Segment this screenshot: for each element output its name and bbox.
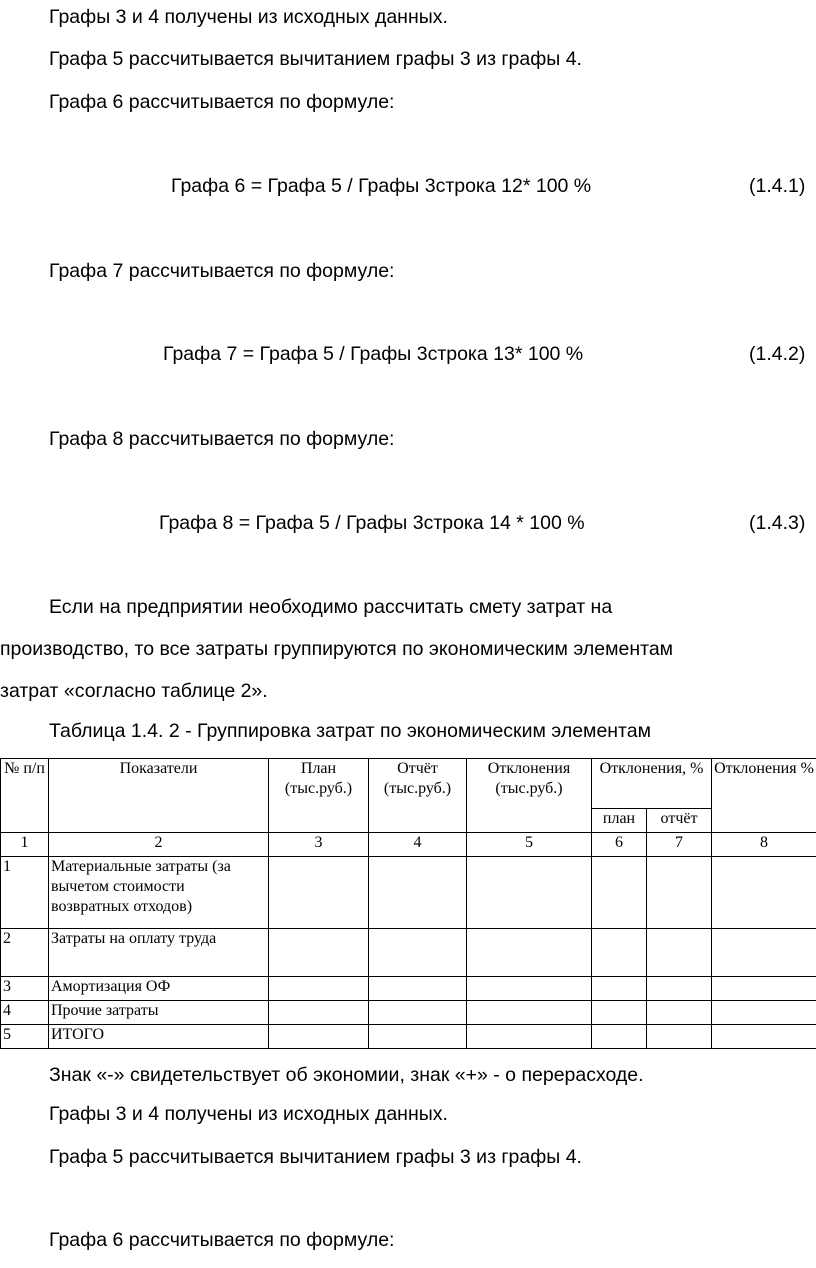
column-number: 3 [269, 833, 369, 857]
row-indicator: Материальные затраты (за вычетом стоимости возвратных отходов) [49, 857, 269, 929]
formula-8-intro: Графа 8 рассчитывается по формуле: [49, 428, 395, 450]
after-line-4: Графа 6 рассчитывается по формуле: [49, 1229, 395, 1251]
row-indicator: ИТОГО [49, 1025, 269, 1049]
paragraph-line-2: производство, то все затраты группируются по экономическим элементам [0, 638, 674, 660]
row-indicator: Амортизация ОФ [49, 977, 269, 1001]
table-row [1, 929, 816, 977]
header-deviation: Отклонения (тыс.руб.) [467, 759, 592, 833]
header-no: № п/п [1, 759, 49, 833]
table-row [1, 857, 816, 929]
column-number: 6 [592, 833, 647, 857]
header-report: Отчёт (тыс.руб.) [369, 759, 467, 833]
intro-line-1: Графы 3 и 4 получены из исходных данных. [49, 6, 448, 28]
cost-table [0, 758, 816, 1049]
intro-line-2: Графа 5 рассчитывается вычитанием графы 3 из графы 4. [49, 48, 582, 70]
subheader-plan: план [592, 809, 647, 833]
after-line-2: Графы 3 и 4 получены из исходных данных. [49, 1103, 448, 1125]
formula-2: Графа 7 = Графа 5 / Графы 3строка 13* 100 % [163, 343, 584, 365]
column-number: 1 [1, 833, 49, 857]
formula-7-intro: Графа 7 рассчитывается по формуле: [49, 260, 395, 282]
column-number: 8 [712, 833, 816, 857]
table-row [1, 977, 816, 1001]
table-row [1, 1025, 816, 1049]
header-indicators: Показатели [49, 759, 269, 833]
table-row [1, 1001, 816, 1025]
header-plan: План (тыс.руб.) [269, 759, 369, 833]
intro-line-3: Графа 6 рассчитывается по формуле: [49, 91, 395, 113]
header-deviation-percent: Отклонения, % [592, 759, 712, 809]
column-number: 4 [369, 833, 467, 857]
row-number: 2 [1, 929, 49, 977]
column-number: 2 [49, 833, 269, 857]
formula-2-number: (1.4.2) [749, 343, 806, 365]
row-number: 3 [1, 977, 49, 1001]
row-indicator: Затраты на оплату труда [49, 929, 269, 977]
paragraph-line-3: затрат «согласно таблице 2». [0, 680, 268, 702]
header-deviation-percent-2: Отклонения % [712, 759, 816, 833]
row-indicator: Прочие затраты [49, 1001, 269, 1025]
column-number: 5 [467, 833, 592, 857]
table-caption: Таблица 1.4. 2 - Группировка затрат по экономическим элементам [49, 720, 652, 742]
formula-1: Графа 6 = Графа 5 / Графы 3строка 12* 100 % [171, 175, 592, 197]
after-line-3: Графа 5 рассчитывается вычитанием графы 3 из графы 4. [49, 1146, 582, 1168]
formula-3: Графа 8 = Графа 5 / Графы 3строка 14 * 100 % [159, 512, 585, 534]
formula-3-number: (1.4.3) [749, 512, 806, 534]
paragraph-line-1: Если на предприятии необходимо рассчитать смету затрат на [49, 596, 613, 618]
formula-1-number: (1.4.1) [749, 175, 806, 197]
row-number: 4 [1, 1001, 49, 1025]
row-number: 5 [1, 1025, 49, 1049]
row-number: 1 [1, 857, 49, 929]
after-line-1: Знак «-» свидетельствует об экономии, знак «+» - о перерасходе. [49, 1064, 644, 1086]
subheader-report: отчёт [647, 809, 712, 833]
column-number: 7 [647, 833, 712, 857]
